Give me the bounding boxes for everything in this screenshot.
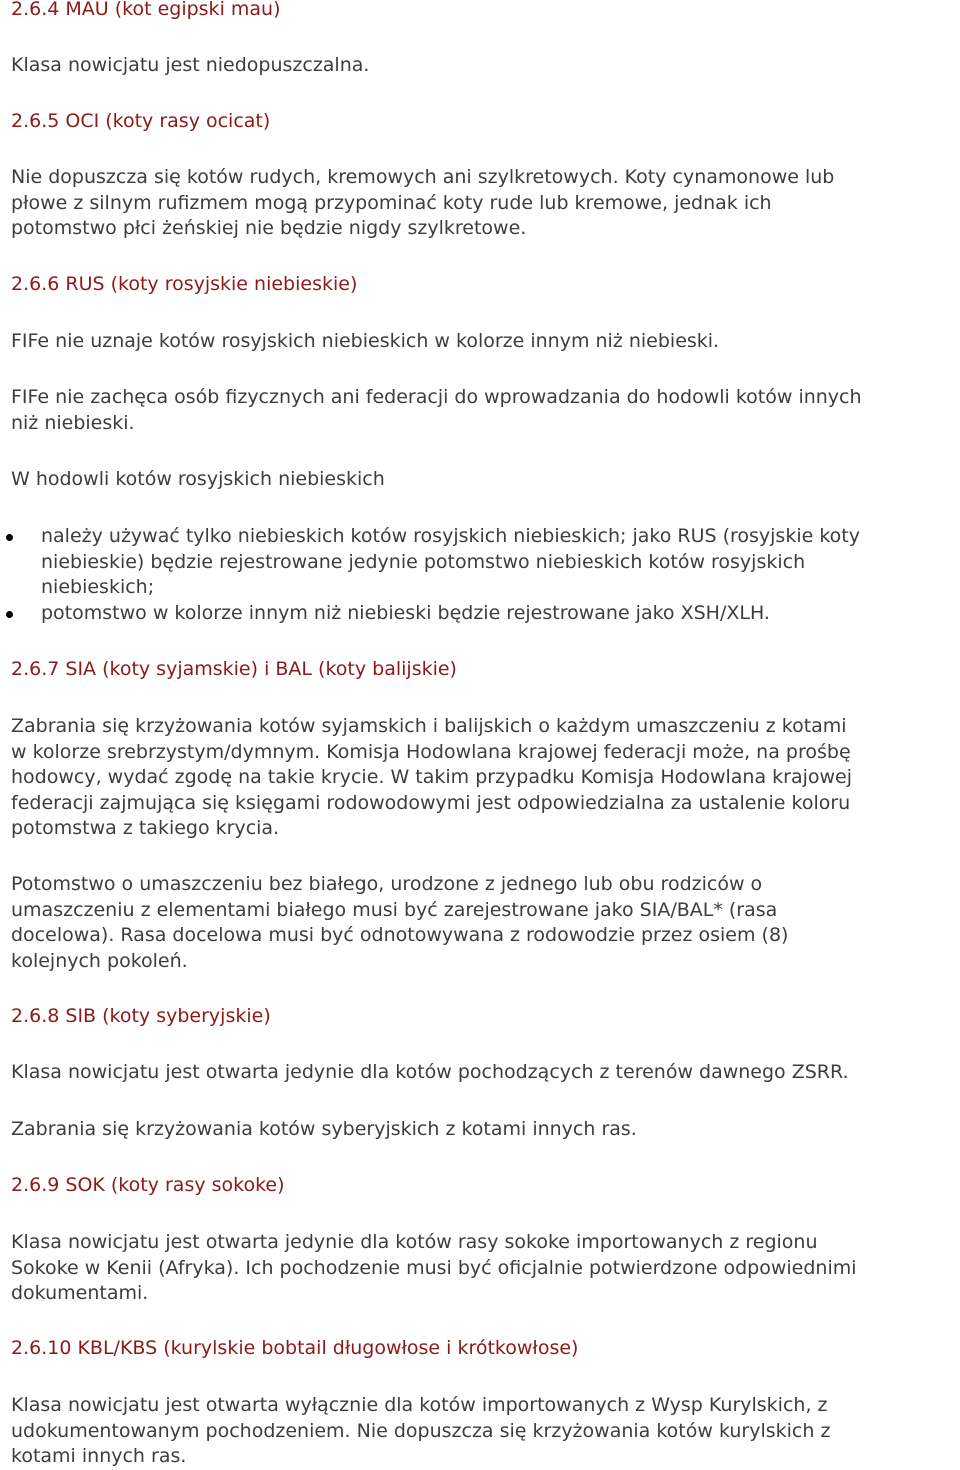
- paragraph-rus-1: FIFe nie uznaje kotów rosyjskich niebieskich w kolorze innym niż niebieski.: [11, 330, 720, 352]
- paragraph-sia-1: Zabrania się krzyżowania kotów syjamskich i balijskich o każdym umaszczeniu z kotami w kolorze srebrzystym/dymnym. Komisja Hodowlana krajowej federacji może, na prośbę hodowcy, wydać zgodę na takie krycie. W takim przypadku Komisja Hodowlana krajowej federacji zajmująca się księgami rodowodowymi jest odpowiedzialna za ustalenie koloru potomstwa z takiego krycia.: [11, 715, 853, 839]
- section-heading-mau: 2.6.4 MAU (kot egipski mau): [11, 0, 281, 20]
- paragraph-kbl-1: Klasa nowicjatu jest otwarta wyłącznie dla kotów importowanych z Wysp Kurylskich, z udokumentowanym pochodzeniem. Nie dopuszcza się krzyżowania kotów kurylskich z kotami innych ras.: [11, 1394, 831, 1467]
- bullet-icon: [6, 611, 13, 618]
- bullet-icon: [6, 534, 13, 541]
- paragraph-mau-1: Klasa nowicjatu jest niedopuszczalna.: [11, 54, 370, 76]
- paragraph-sia-2: Potomstwo o umaszczeniu bez białego, urodzone z jednego lub obu rodziców o umaszczeniu z elementami białego musi być zarejestrowane jako SIA/BAL* (rasa docelowa). Rasa docelowa musi być odnotowywana z rodowodzie przez osiem (8) kolejnych pokoleń.: [11, 873, 789, 972]
- paragraph-rus-3: W hodowli kotów rosyjskich niebieskich: [11, 468, 385, 490]
- section-heading-sok: 2.6.9 SOK (koty rasy sokoke): [11, 1174, 285, 1196]
- section-heading-oci: 2.6.5 OCI (koty rasy ocicat): [11, 110, 271, 132]
- paragraph-sib-2: Zabrania się krzyżowania kotów syberyjskich z kotami innych ras.: [11, 1118, 637, 1140]
- section-heading-sia: 2.6.7 SIA (koty syjamskie) i BAL (koty balijskie): [11, 658, 457, 680]
- paragraph-oci-1: Nie dopuszcza się kotów rudych, kremowych ani szylkretowych. Koty cynamonowe lub płowe z silnym rufizmem mogą przypominać koty rude lub kremowe, jednak ich potomstwo płci żeńskiej nie będzie nigdy szylkretowe.: [11, 166, 835, 239]
- section-heading-rus: 2.6.6 RUS (koty rosyjskie niebieskie): [11, 273, 358, 295]
- paragraph-rus-2: FIFe nie zachęca osób fizycznych ani federacji do wprowadzania do hodowli kotów innych niż niebieski.: [11, 386, 862, 434]
- document-page: 2.6.4 MAU (kot egipski mau) Klasa nowicjatu jest niedopuszczalna. 2.6.5 OCI (koty rasy ocicat) Nie dopuszcza się kotów rudych, kremowych ani szylkretowych. Koty cynamonowe lub płowe z silnym rufizmem mogą przypominać koty rude lub kremowe, jednak ich potomstwo płci żeńskiej nie będzie nigdy szylkretowe. 2.6.6 RUS (koty rosyjskie niebieskie) FIFe nie uznaje kotów rosyjskich niebieskich w kolorze innym niż niebieski. FIFe nie zachęca osób fizycznych ani federacji do wprowadzania do hodowli kotów innych niż niebieski. W hodowli kotów rosyjskich niebieskich należy używać tylko niebieskich kotów rosyjskich niebieskich; jako RUS (rosyjskie koty niebieskie) będzie rejestrowane jedynie potomstwo niebieskich kotów rosyjskich niebieskich; potomstwo w kolorze innym niż niebieski będzie rejestrowane jako XSH/XLH. 2.6.7 SIA (koty syjamskie) i BAL (koty balijskie) Zabrania się krzyżowania kotów syjamskich i balijskich o każdym umaszczeniu z kotami w kolorze srebrzystym/dymnym. Komisja Hodowlana krajowej federacji może, na prośbę hodowcy, wydać zgodę na takie krycie. W takim przypadku Komisja Hodowlana krajowej federacji zajmująca się księgami rodowodowymi jest odpowiedzialna za ustalenie koloru potomstwa z takiego krycia. Potomstwo o umaszczeniu bez białego, urodzone z jednego lub obu rodziców o umaszczeniu z elementami białego musi być zarejestrowane jako SIA/BAL* (rasa docelowa). Rasa docelowa musi być odnotowywana z rodowodzie przez osiem (8) kolejnych pokoleń. 2.6.8 SIB (koty syberyjskie) Klasa nowicjatu jest otwarta jedynie dla kotów pochodzących z terenów dawnego ZSRR. Zabrania się krzyżowania kotów syberyjskich z kotami innych ras. 2.6.9 SOK (koty rasy sokoke) Klasa nowicjatu jest otwarta jedynie dla kotów rasy sokoke importowanych z regionu Sokoke w Kenii (Afryka). Ich pochodzenie musi być oficjalnie potwierdzone odpowiednimi dokumentami. 2.6.10 KBL/KBS (kurylskie bobtail długowłose i krótkowłose) Klasa nowicjatu jest otwarta wyłącznie dla kotów importowanych z Wysp Kurylskich, z udokumentowanym pochodzeniem. Nie dopuszcza się krzyżowania kotów kurylskich z kotami innych ras.: [0, 0, 960, 1468]
- paragraph-sib-1: Klasa nowicjatu jest otwarta jedynie dla kotów pochodzących z terenów dawnego ZSRR.: [11, 1061, 849, 1083]
- paragraph-sok-1: Klasa nowicjatu jest otwarta jedynie dla kotów rasy sokoke importowanych z regionu Sokoke w Kenii (Afryka). Ich pochodzenie musi być oficjalnie potwierdzone odpowiednimi dokumentami.: [11, 1231, 857, 1304]
- section-heading-kbl: 2.6.10 KBL/KBS (kurylskie bobtail długowłose i krótkowłose): [11, 1337, 579, 1359]
- section-heading-sib: 2.6.8 SIB (koty syberyjskie): [11, 1005, 271, 1027]
